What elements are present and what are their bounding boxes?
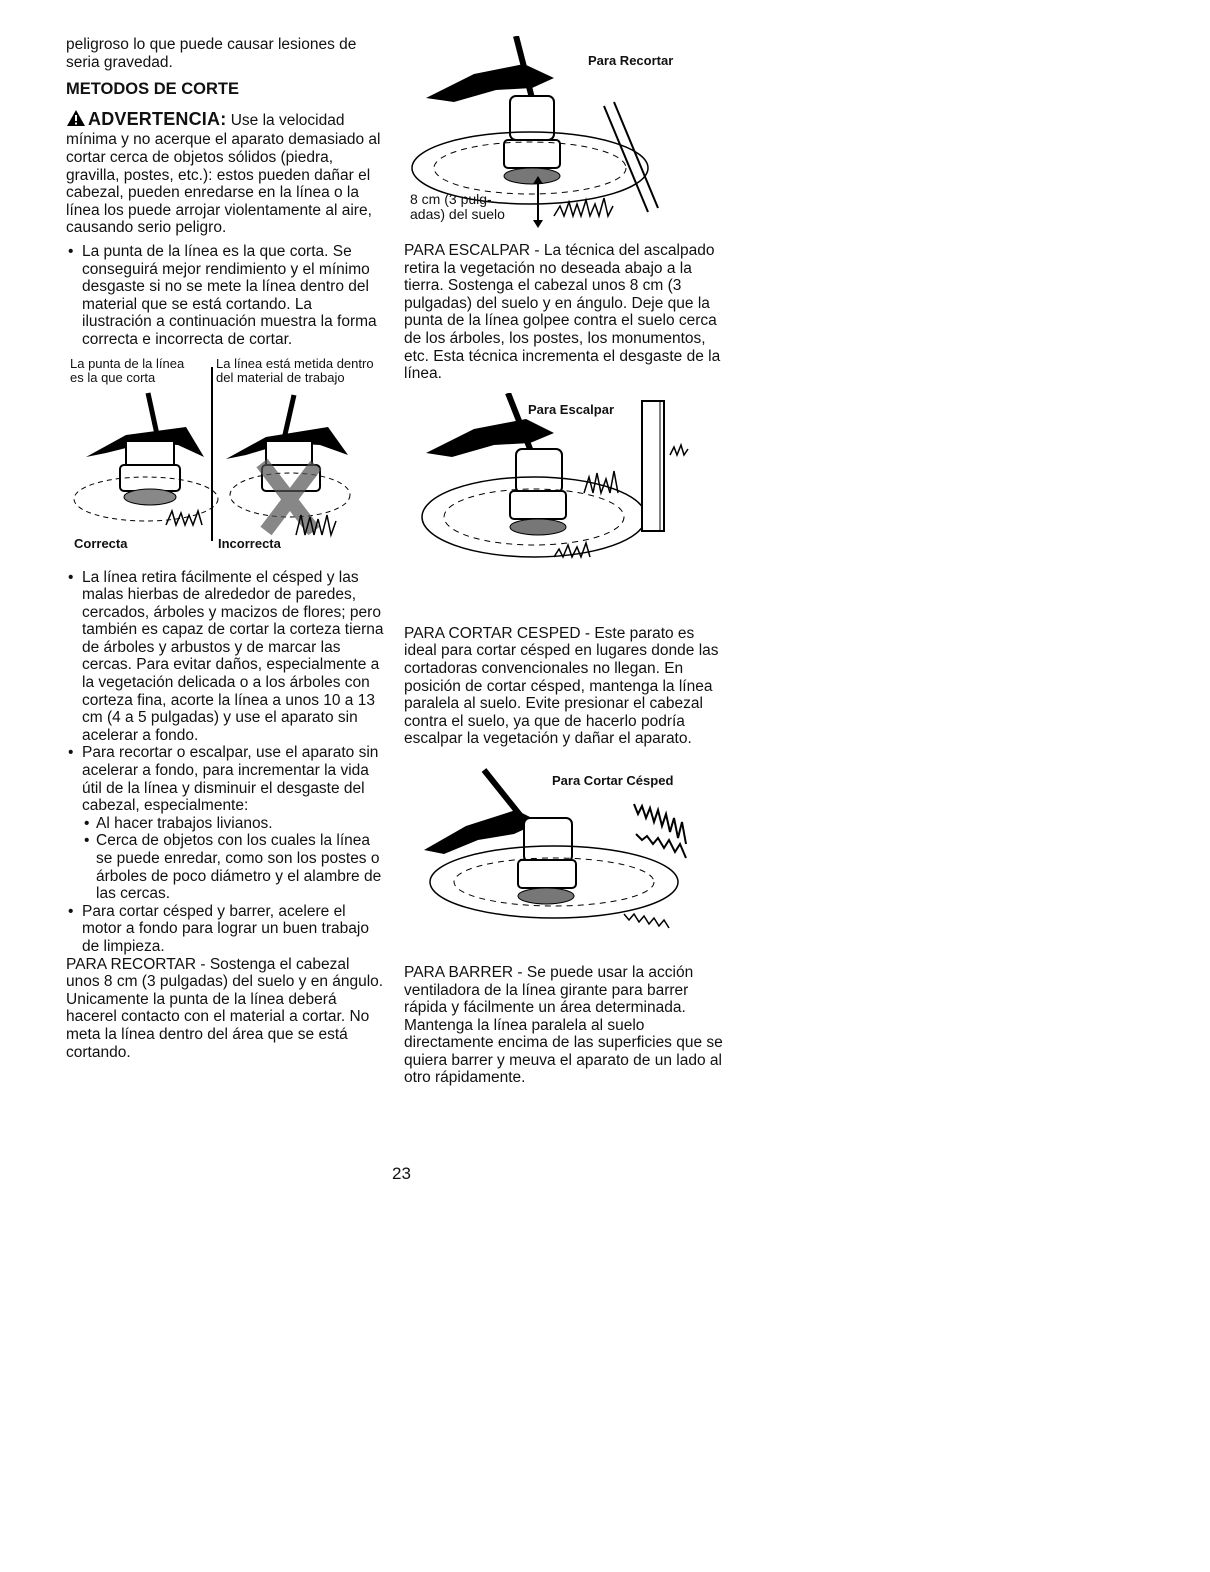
scalping-figure bbox=[404, 393, 724, 579]
trimming-figure bbox=[404, 36, 724, 232]
fig-correct-label: Correcta bbox=[74, 535, 128, 551]
bullet-mow-sweep: • Para cortar césped y barrer, acelere el motor a fondo para lograr un buen trabajo de limpieza. bbox=[66, 903, 386, 956]
fig-cesped-label: Para Cortar Césped bbox=[552, 772, 674, 788]
warning-triangle-icon bbox=[66, 109, 86, 132]
fig-recortar-note: 8 cm (3 pulgadas) del suelo bbox=[410, 191, 505, 222]
bullet-trim-scalp-text: Para recortar o escalpar, use el aparato sin acelerar a fondo, para incrementar la vida útil de la línea y disminuir el desgaste del cabezal, especialmente: bbox=[82, 744, 379, 815]
fig-recortar-label: Para Recortar bbox=[588, 53, 674, 68]
fig-incorrect-note: La línea está metida dentro del material de trabajo bbox=[216, 355, 374, 385]
trimmer-comparison-drawing bbox=[66, 365, 356, 545]
bullet-list-1 bbox=[66, 243, 386, 349]
sub-bullet-near-objects: • Cerca de objetos con los cuales la línea se puede enredar, como son los postes o árboles de poco diámetro y el alambre de las cercas. bbox=[82, 832, 386, 902]
left-column bbox=[66, 36, 386, 1061]
para-recortar-text: PARA RECORTAR - Sostenga el cabezal unos 8 cm (3 pulgadas) del suelo y en ángulo. Unicamente la punta de la línea deberá hacerel contacto con el material a cortar. No meta la línea dentro del área que se está cortando. bbox=[66, 955, 384, 1061]
fig-escalpar-label: Para Escalpar bbox=[528, 401, 615, 417]
para-barrer-text: PARA BARRER - Se puede usar la acción ventiladora de la línea girante para barrer rápida y fácilmente un área determinada. Mantenga la línea paralela al suelo directamente encima de las superficies que se quiera barrer y meuva el aparato de un lado al otro rápidamente. bbox=[404, 963, 723, 1087]
mowing-figure bbox=[404, 764, 724, 950]
correct-incorrect-figure bbox=[66, 357, 386, 551]
page-number: 23 bbox=[392, 1164, 411, 1183]
mowing-drawing bbox=[404, 764, 714, 950]
sub-bullet-list bbox=[82, 815, 386, 903]
intro-text: peligroso lo que puede causar lesiones de seria gravedad. bbox=[66, 36, 357, 71]
section-heading: METODOS DE CORTE bbox=[66, 80, 239, 99]
bullet-line-tip: • La punta de la línea es la que corta. Se conseguirá mejor rendimiento y el mínimo desgaste si no se mete la línea dentro del material que se está cortando. La ilustración a continuación muestra la forma correcta e incorrecta de cortar. bbox=[66, 243, 386, 349]
sub-bullet-light-work: • Al hacer trabajos livianos. bbox=[82, 815, 386, 833]
bullet-list-2 bbox=[66, 569, 386, 956]
scalping-drawing bbox=[404, 393, 714, 579]
bullet-line-removes-grass: • La línea retira fácilmente el césped y las malas hierbas de alrededor de paredes, cercados, árboles y macizos de flores; pero también es capaz de cortar la corteza tierna de árboles y arbustos y de marcar las cercas. Para evitar daños, especialmente a la vegetación delicada o a los árboles con corteza fina, acorte la línea a unos 10 a 13 cm (4 a 5 pulgadas) y use el aparato sin acelerar a fondo. bbox=[66, 569, 386, 745]
para-escalpar-text: PARA ESCALPAR - La técnica del ascalpado retira la vegetación no deseada abajo a la tierra. Sostenga el cabezal unos 8 cm (3 pulgadas) del suelo y en ángulo. Deje que la punta de la línea golpee contra el suelo cerca de los árboles, los postes, los monumentos, etc. Esta técnica incrementa el desgaste de la línea. bbox=[404, 242, 721, 383]
fig-incorrect-label: Incorrecta bbox=[218, 535, 281, 551]
right-column bbox=[404, 36, 724, 1087]
fig-correct-note: La punta de la línea es la que corta bbox=[70, 355, 185, 385]
warning-body: Use la velocidad mínima y no acerque el aparato demasiado al cortar cerca de objetos sólidos (piedra, gravilla, postes, etc.): estos pueden dañar el cabezal, pueden enredarse en la línea o la línea los puede arrojar violentamente al aire, causando serio peligro. bbox=[66, 111, 381, 237]
warning-paragraph bbox=[66, 109, 386, 237]
para-cesped-text: PARA CORTAR CESPED - Este parato es ideal para cortar césped en lugares donde las cortadoras convencionales no llegan. En posición de cortar césped, mantenga la línea paralela al suelo. Evite presionar el cabezal contra el suelo, ya que de hacerlo podría escalpar la vegetación y dañar el aparato. bbox=[404, 624, 719, 748]
warning-title: ADVERTENCIA: bbox=[88, 108, 227, 129]
bullet-trim-scalp bbox=[66, 744, 386, 902]
